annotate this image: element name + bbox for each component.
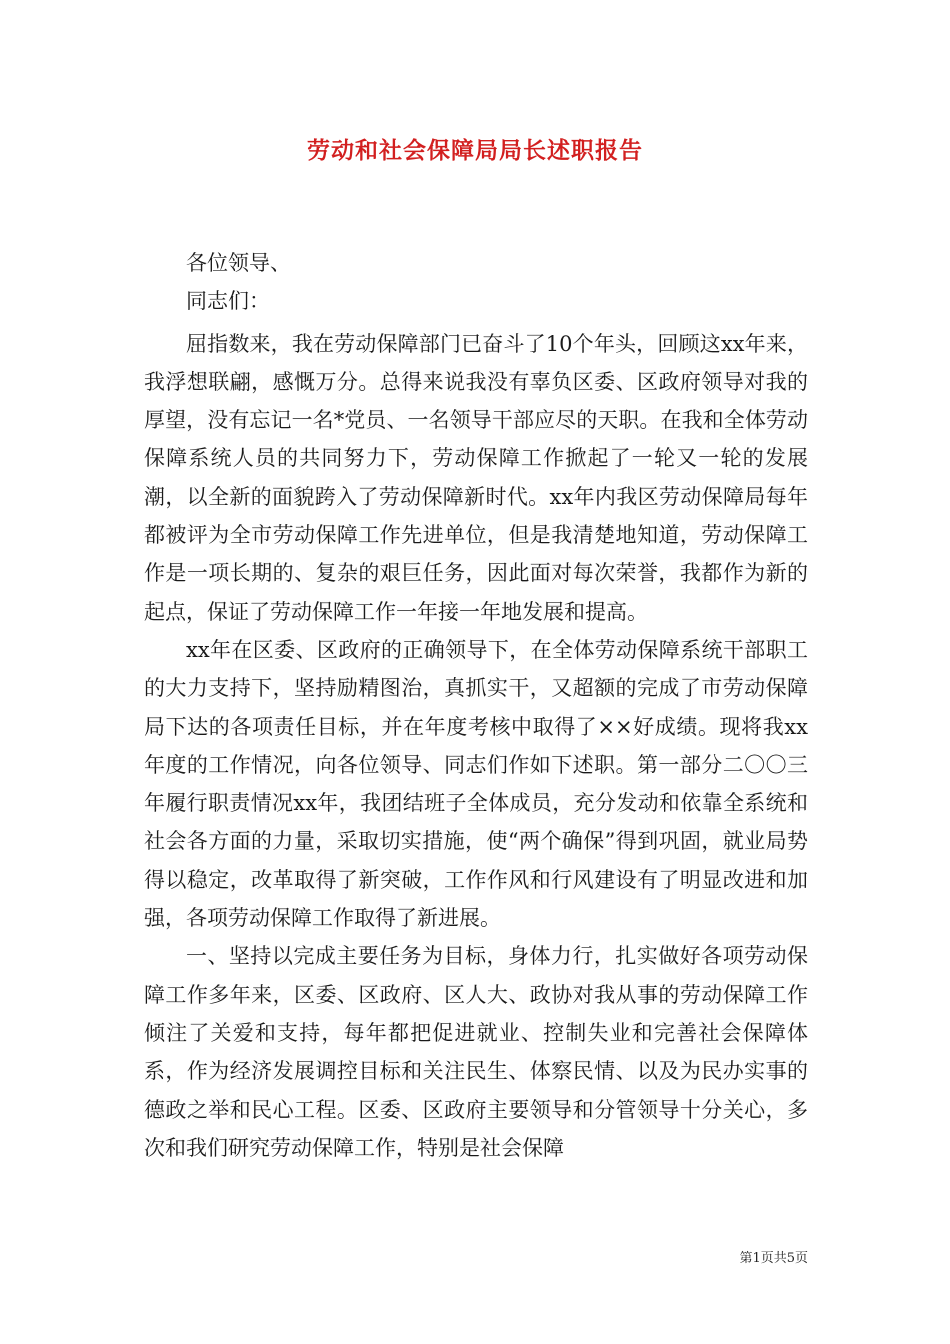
page-number: 第1页共5页 bbox=[739, 1251, 808, 1266]
paragraph-2: xx年在区委、区政府的正确领导下，在全体劳动保障系统干部职工的大力支持下，坚持励精图治，真抓实干，又超额的完成了市劳动保障局下达的各项责任目标，并在年度考核中取得了××好成绩。现将我xx年度的工作情况，向各位领导、同志们作如下述职。第一部分二〇〇三年履行职责情况xx年，我团结班子全体成员，充分发动和依靠全系统和社会各方面的力量，采取切实措施，使“两个确保”得到巩固，就业局势得以稳定，改革取得了新突破，工作作风和行风建设有了明显改进和加强，各项劳动保障工作取得了新进展。 bbox=[144, 637, 808, 931]
document-title: 劳动和社会保障局局长述职报告 bbox=[307, 138, 643, 164]
salutation-line-1: 各位领导、 bbox=[186, 251, 291, 275]
paragraph-3: 一、坚持以完成主要任务为目标，身体力行，扎实做好各项劳动保障工作多年来，区委、区政府、区人大、政协对我从事的劳动保障工作倾注了关爱和支持，每年都把促进就业、控制失业和完善社会保障体系，作为经济发展调控目标和关注民生、体察民情、以及为民办实事的德政之举和民心工程。区委、区政府主要领导和分管领导十分关心，多次和我们研究劳动保障工作，特别是社会保障 bbox=[144, 944, 808, 1160]
document-body bbox=[144, 244, 808, 1167]
salutation-line-2: 同志们： bbox=[186, 289, 270, 314]
paragraph-1: 屈指数来，我在劳动保障部门已奋斗了10个年头，回顾这xx年来，我浮想联翩，感慨万分。总得来说我没有辜负区委、区政府领导对我的厚望，没有忘记一名*党员、一名领导干部应尽的天职。在我和全体劳动保障系统人员的共同努力下，劳动保障工作掀起了一轮又一轮的发展潮，以全新的面貌跨入了劳动保障新时代。xx年内我区劳动保障局每年都被评为全市劳动保障工作先进单位，但是我清楚地知道，劳动保障工作是一项长期的、复杂的艰巨任务，因此面对每次荣誉，我都作为新的起点，保证了劳动保障工作一年接一年地发展和提高。 bbox=[144, 331, 808, 624]
